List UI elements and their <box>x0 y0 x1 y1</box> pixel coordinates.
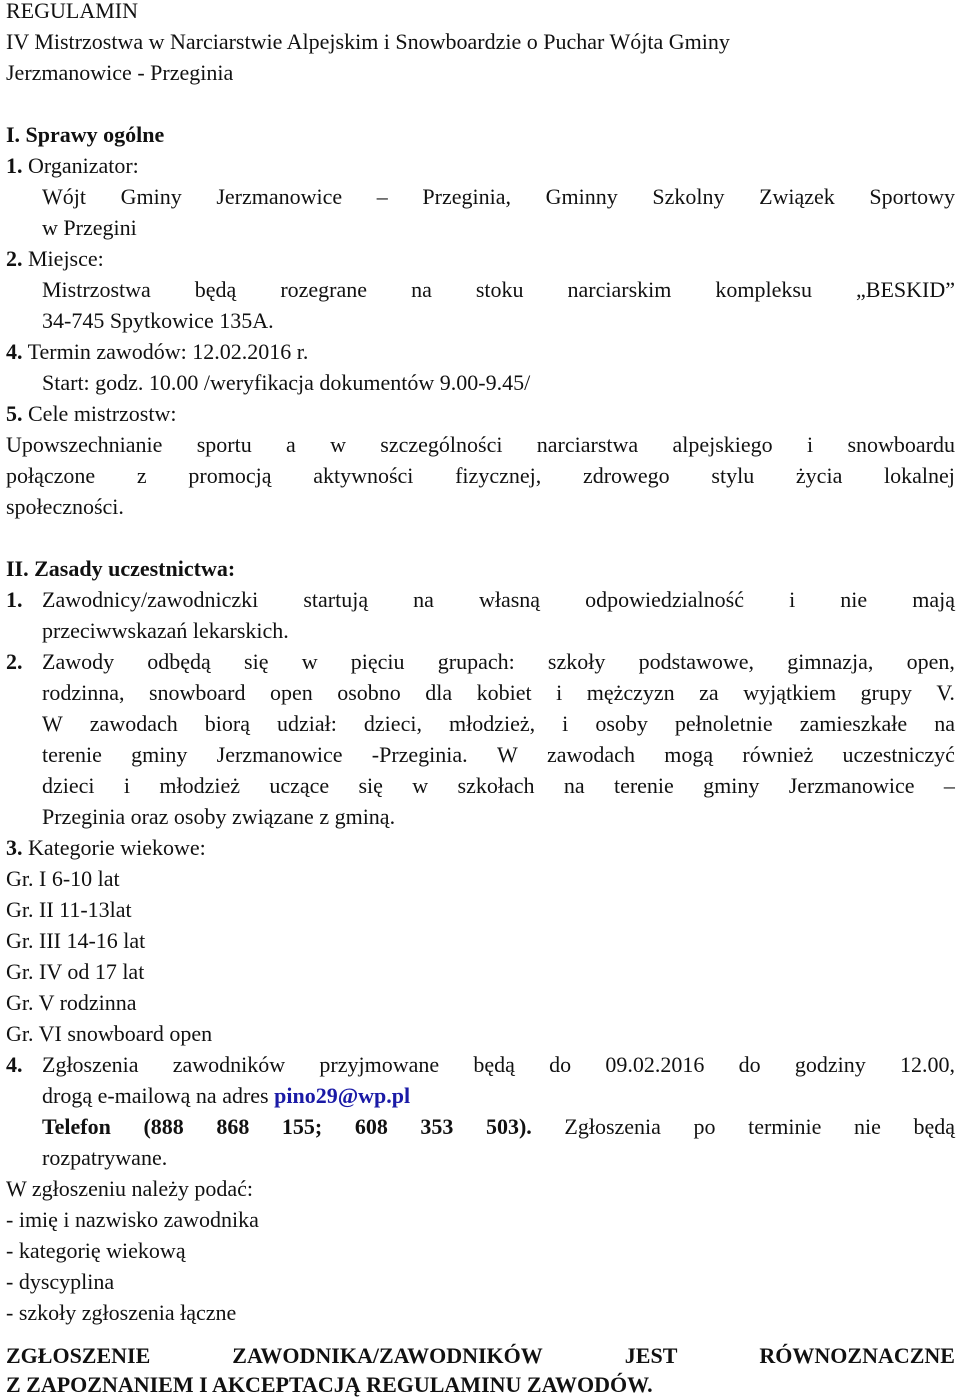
word: terenie <box>613 773 674 798</box>
groups-text-line1 <box>42 646 955 677</box>
word: po <box>693 1114 716 1139</box>
word: zawodach <box>547 742 635 767</box>
word: 155; <box>281 1114 323 1139</box>
word: (888 <box>143 1114 184 1139</box>
item-number: 4. <box>6 1052 23 1077</box>
word: gminy <box>131 742 188 767</box>
word: 353 <box>420 1114 454 1139</box>
word: będą <box>913 1114 955 1139</box>
word: 608 <box>354 1114 388 1139</box>
word: życia <box>795 463 843 488</box>
email-prefix: drogą e-mailową na adres <box>42 1083 275 1108</box>
word: stoku <box>475 277 524 302</box>
word: Zawodnicy/zawodniczki <box>42 587 259 612</box>
organizer-text-line1 <box>42 181 955 212</box>
word: Upowszechnianie <box>6 432 163 457</box>
word: ZAWODNIKA/ZAWODNIKÓW <box>232 1343 543 1368</box>
requirement-item: - imię i nazwisko zawodnika <box>6 1207 259 1232</box>
word: Jerzmanowice <box>216 742 343 767</box>
word: Wójt <box>42 184 86 209</box>
document-title: REGULAMIN <box>6 0 138 23</box>
word: godziny <box>794 1052 866 1077</box>
word: pięciu <box>350 649 405 674</box>
item-number: 5. <box>6 401 23 426</box>
document-subtitle-line2: Jerzmanowice - Przeginia <box>6 60 234 85</box>
word: -Przeginia. <box>371 742 468 767</box>
goals-text-line3: społeczności. <box>6 494 124 519</box>
word: 12.00, <box>899 1052 955 1077</box>
word: osoby <box>595 711 648 736</box>
item-number: 4. <box>6 339 23 364</box>
word: i <box>807 432 814 457</box>
groups-text-line6: Przeginia oraz osoby związane z gminą. <box>42 804 396 829</box>
responsibility-line2: przeciwwskazań lekarskich. <box>42 618 289 643</box>
word: za <box>699 680 719 705</box>
requirement-item: - dyscyplina <box>6 1269 115 1294</box>
word: snowboard <box>148 680 246 705</box>
age-group-6: Gr. VI snowboard open <box>6 1021 213 1046</box>
word: alpejskiego <box>672 432 773 457</box>
word: mężczyzn <box>586 680 675 705</box>
word: do <box>549 1052 572 1077</box>
word: aktywności <box>313 463 414 488</box>
word: zawodach <box>89 711 178 736</box>
age-group-3: Gr. III 14-16 lat <box>6 928 146 953</box>
age-group-2: Gr. II 11-13lat <box>6 897 132 922</box>
word: JEST <box>624 1343 678 1368</box>
word: biorą <box>204 711 250 736</box>
word: na <box>563 773 585 798</box>
word: a <box>286 432 296 457</box>
word: Mistrzostwa <box>42 277 151 302</box>
closing-line2: Z ZAPOZNANIEM I AKCEPTACJĄ REGULAMINU ZAWODÓW. <box>6 1372 653 1397</box>
section-heading-participation: II. Zasady uczestnictwa: <box>6 556 236 581</box>
word: przyjmowane <box>319 1052 440 1077</box>
registration-line2 <box>42 1080 410 1111</box>
word: startują <box>303 587 369 612</box>
item-label: Organizator: <box>28 153 139 178</box>
word: open <box>269 680 313 705</box>
item-number: 2. <box>6 246 23 271</box>
word: będą <box>473 1052 515 1077</box>
word: nie <box>853 1114 881 1139</box>
item-age-categories <box>6 832 206 863</box>
word: Zawody <box>42 649 115 674</box>
responsibility-line1 <box>42 584 955 615</box>
word: snowboardu <box>847 432 955 457</box>
word: 09.02.2016 <box>605 1052 705 1077</box>
word: Zgłoszenia <box>564 1114 661 1139</box>
registration-line1 <box>42 1049 955 1080</box>
word: sportu <box>196 432 252 457</box>
item-number-4 <box>6 1049 23 1080</box>
word: 503). <box>485 1114 532 1139</box>
word: kobiet <box>476 680 532 705</box>
word: i <box>556 680 563 705</box>
word: uczestniczyć <box>842 742 955 767</box>
item-location <box>6 243 104 274</box>
word: pełnoletnie <box>674 711 773 736</box>
item-date <box>6 336 308 367</box>
word: lokalnej <box>884 463 955 488</box>
word: stylu <box>711 463 755 488</box>
word: „BESKID” <box>856 277 955 302</box>
word: do <box>738 1052 761 1077</box>
item-label: Miejsce: <box>28 246 104 271</box>
location-text-line1 <box>42 274 955 305</box>
registration-line4: rozpatrywane. <box>42 1145 168 1170</box>
word: w <box>330 432 346 457</box>
item-goals <box>6 398 176 429</box>
word: – <box>376 184 388 209</box>
word: narciarskim <box>567 277 672 302</box>
word: grupy <box>860 680 912 705</box>
item-label: Termin zawodów: 12.02.2016 r. <box>27 339 309 364</box>
word: osobno <box>337 680 401 705</box>
item-number: 2. <box>6 649 23 674</box>
email-link[interactable]: pino29@wp.pl <box>274 1083 411 1108</box>
word: RÓWNOZNACZNE <box>759 1343 955 1368</box>
word: w <box>412 773 429 798</box>
word: V. <box>936 680 955 705</box>
requirement-item: - kategorię wiekową <box>6 1238 186 1263</box>
item-number: 3. <box>6 835 23 860</box>
word: W <box>496 742 518 767</box>
age-group-5: Gr. V rodzinna <box>6 990 137 1015</box>
word: terenie <box>42 742 102 767</box>
goals-text-line1 <box>6 429 955 460</box>
word: na <box>934 711 955 736</box>
word: będą <box>194 277 237 302</box>
item-number: 1. <box>6 153 23 178</box>
word: mają <box>912 587 955 612</box>
word: ZGŁOSZENIE <box>6 1343 151 1368</box>
word: własną <box>478 587 541 612</box>
word: Szkolny <box>652 184 725 209</box>
word: Sportowy <box>869 184 955 209</box>
word: się <box>358 773 383 798</box>
word: się <box>244 649 269 674</box>
age-group-1: Gr. I 6-10 lat <box>6 866 120 891</box>
item-number-2 <box>6 646 23 677</box>
word: Gminny <box>545 184 618 209</box>
word: Telefon <box>42 1114 111 1139</box>
word: i <box>789 587 796 612</box>
word: – <box>943 773 955 798</box>
word: dzieci <box>42 773 95 798</box>
word: fizycznej, <box>455 463 542 488</box>
word: promocją <box>188 463 272 488</box>
word: W <box>42 711 63 736</box>
word: kompleksu <box>715 277 812 302</box>
groups-text-line4 <box>42 739 955 770</box>
word: Gminy <box>120 184 182 209</box>
goals-text-line2 <box>6 460 955 491</box>
requirement-item: - szkoły zgłoszenia łączne <box>6 1300 237 1325</box>
word: młodzież <box>159 773 240 798</box>
item-number: 1. <box>6 587 23 612</box>
word: na <box>413 587 434 612</box>
requirements-intro: W zgłoszeniu należy podać: <box>6 1176 253 1201</box>
section-heading-general: I. Sprawy ogólne <box>6 122 165 147</box>
word: zamieszkałe <box>799 711 908 736</box>
word: z <box>136 463 147 488</box>
word: szkołach <box>457 773 535 798</box>
start-time: Start: godz. 10.00 /weryfikacja dokumentów 9.00-9.45/ <box>42 370 531 395</box>
word: gimnazja, <box>787 649 874 674</box>
word: szczególności <box>380 432 503 457</box>
word: połączone <box>6 463 96 488</box>
word: nie <box>840 587 868 612</box>
word: Jerzmanowice <box>216 184 343 209</box>
groups-text-line3 <box>42 708 955 739</box>
word: również <box>742 742 814 767</box>
word: podstawowe, <box>638 649 755 674</box>
word: 868 <box>216 1114 250 1139</box>
item-label: Kategorie wiekowe: <box>28 835 206 860</box>
word: rodzinna, <box>42 680 125 705</box>
word: odbędą <box>147 649 211 674</box>
word: Związek <box>759 184 835 209</box>
word: i <box>562 711 569 736</box>
word: dla <box>425 680 453 705</box>
word: open, <box>906 649 955 674</box>
item-organizer <box>6 150 139 181</box>
groups-text-line5 <box>42 770 955 801</box>
word: młodzież, <box>448 711 536 736</box>
word: dzieci, <box>363 711 422 736</box>
word: odpowiedzialność <box>585 587 744 612</box>
closing-line1 <box>6 1340 955 1371</box>
word: w <box>301 649 318 674</box>
word: Przeginia, <box>422 184 511 209</box>
item-label: Cele mistrzostw: <box>28 401 177 426</box>
word: uczące <box>269 773 330 798</box>
word: wyjątkiem <box>743 680 837 705</box>
groups-text-line2 <box>42 677 955 708</box>
word: zawodników <box>172 1052 286 1077</box>
word: Jerzmanowice <box>788 773 915 798</box>
word: i <box>123 773 130 798</box>
document-subtitle-line1: IV Mistrzostwa w Narciarstwie Alpejskim i Snowboardzie o Puchar Wójta Gminy <box>6 29 730 54</box>
item-number-1 <box>6 584 23 615</box>
word: szkoły <box>547 649 606 674</box>
word: Zgłoszenia <box>42 1052 139 1077</box>
word: narciarstwa <box>536 432 639 457</box>
organizer-text-line2: w Przegini <box>42 215 137 240</box>
word: mogą <box>664 742 714 767</box>
word: grupach: <box>437 649 515 674</box>
age-group-4: Gr. IV od 17 lat <box>6 959 145 984</box>
word: terminie <box>748 1114 822 1139</box>
word: gminy <box>703 773 760 798</box>
word: rozegrane <box>280 277 368 302</box>
registration-phone-line <box>42 1111 955 1142</box>
word: zdrowego <box>582 463 670 488</box>
word: udział: <box>277 711 337 736</box>
location-text-line2: 34-745 Spytkowice 135A. <box>42 308 274 333</box>
word: na <box>411 277 432 302</box>
